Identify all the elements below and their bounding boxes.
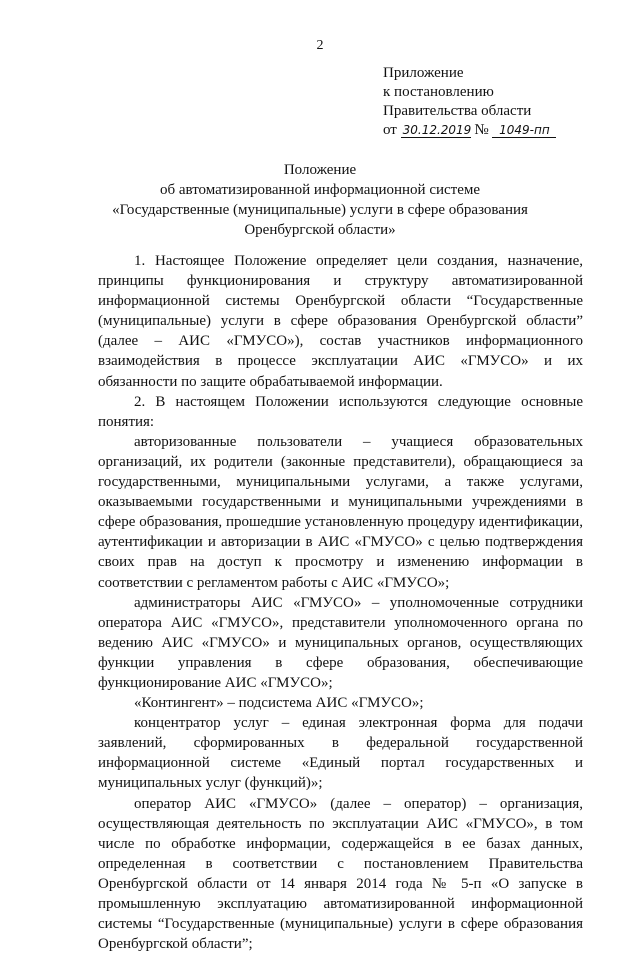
handwritten-number: 1049-пп xyxy=(492,123,556,138)
number-label: № xyxy=(474,122,489,138)
appendix-line-1: Приложение xyxy=(383,65,464,81)
document-body xyxy=(98,251,583,954)
page-number: 2 xyxy=(316,38,324,53)
from-label: от xyxy=(383,122,397,138)
title-line-2: об автоматизированной информационной системе xyxy=(159,182,481,198)
paragraph-1: 1. Настоящее Положение определяет цели создания, назначение, принципы функционирования и структуру автоматизированной информационной системы Оренбургской области “Государственные (муниципальные) услуги в сфере образования Оренбургской области” (далее – АИС «ГМУСО»), состав участников информационного взаимодействия в процессе эксплуатации АИС «ГМУСО» и их обязанности по защите обрабатываемой информации. xyxy=(98,253,583,390)
title-line-4: Оренбургской области» xyxy=(244,222,396,238)
definition-operator: оператор АИС «ГМУСО» (далее – оператор) – организация, осуществляющая деятельность по эксплуатации АИС «ГМУСО», в том числе по обработке информации, содержащейся в ее базах данных, определенная в соответствии с постановлением Правительства Оренбургской области от 14 января 2014 года № 5-п «О запуске в промышленную эксплуатацию автоматизированной информационной системы “Государственные (муниципальные) услуги в сфере образования Оренбургской области”; xyxy=(98,795,583,953)
handwritten-date: 30.12.2019 xyxy=(402,123,472,137)
title-line-3: «Государственные (муниципальные) услуги в сфере образования xyxy=(112,202,528,218)
definition-service-hub: концентратор услуг – единая электронная форма для подачи заявлений, сформированных в федеральной государственной информационной системе «Единый портал государственных и муниципальных услуг (функций)»; xyxy=(98,715,583,792)
definition-contingent: «Контингент» – подсистема АИС «ГМУСО»; xyxy=(134,695,424,712)
document-title xyxy=(60,160,580,240)
definition-authorized-users: авторизованные пользователи – учащиеся образовательных организаций, их родители (законные представители), обращающиеся за государственными, муниципальными услугами, а также услугами, оказываемыми государственными и муниципальными учреждениями в сфере образования, прошедшие установленную процедуру идентификации, аутентификации и авторизации в АИС «ГМУСО» с целью подтверждения своих прав на доступ к просмотру и изменению информации в соответствии с регламентом работы с АИС «ГМУСО»; xyxy=(98,433,583,591)
appendix-line-3: Правительства области xyxy=(383,103,532,119)
title-line-1: Положение xyxy=(283,162,357,178)
appendix-date-line xyxy=(383,121,556,140)
appendix-block xyxy=(383,64,556,140)
appendix-line-2: к постановлению xyxy=(383,84,494,100)
definition-administrators: администраторы АИС «ГМУСО» – уполномоченные сотрудники оператора АИС «ГМУСО», представители уполномоченного органа по ведению АИС «ГМУСО» и муниципальных органов, осуществляющих функции управления в сфере образования, обеспечивающие функционирование АИС «ГМУСО»; xyxy=(98,594,583,691)
paragraph-2: 2. В настоящем Положении используются следующие основные понятия: xyxy=(98,393,583,430)
